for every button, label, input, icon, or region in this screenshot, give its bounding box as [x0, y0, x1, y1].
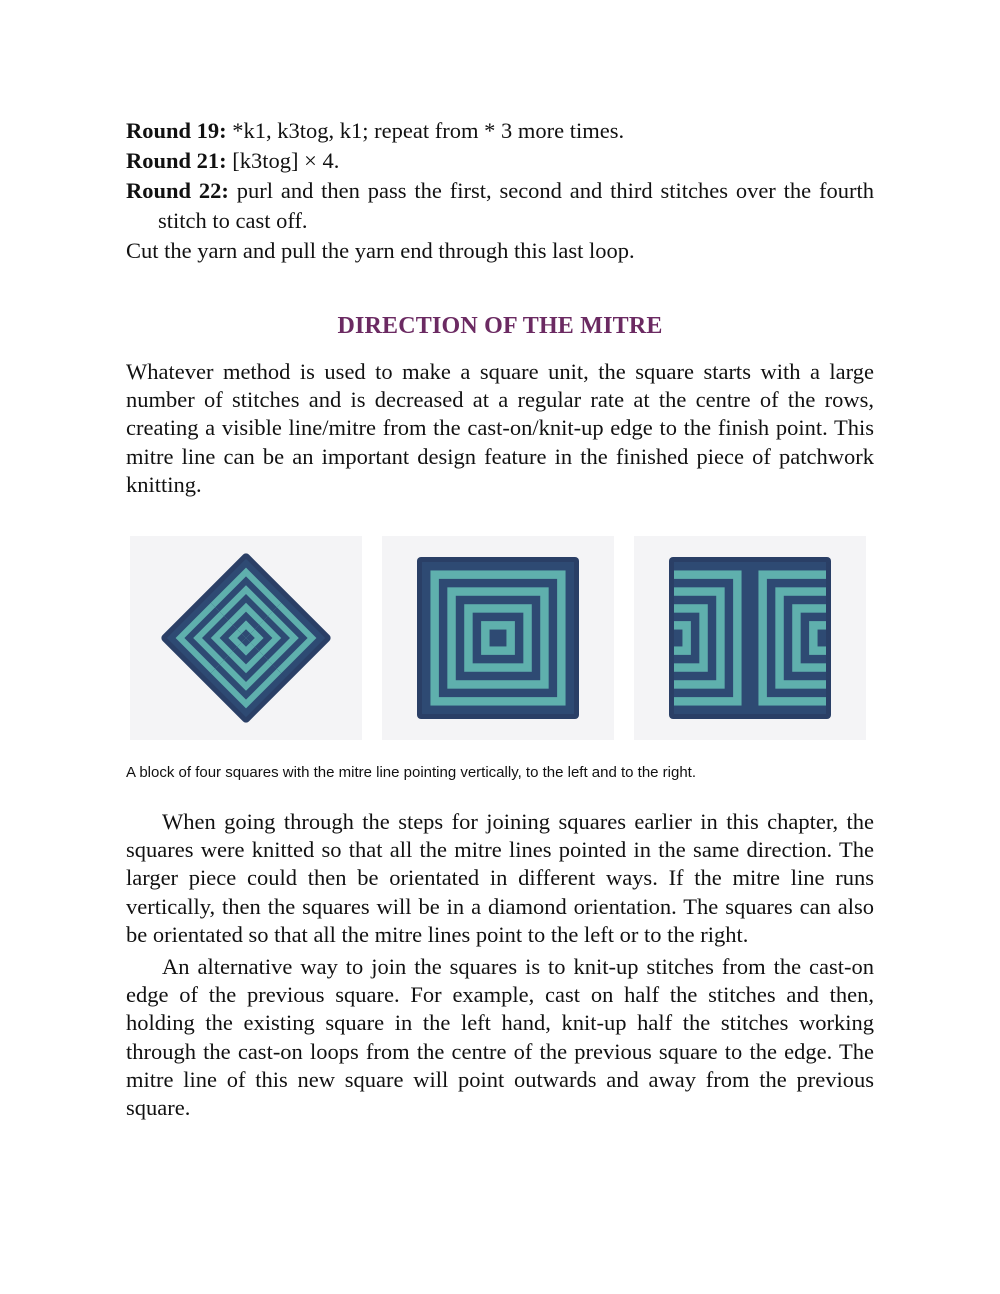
- instruction-round-21: [126, 146, 874, 176]
- instruction-text: *k1, k3tog, k1; repeat from * 3 more times.: [226, 118, 625, 143]
- lower-text-block: [126, 808, 874, 1122]
- instruction-text: purl and then pass the first, second and third stitches over the fourth stitch to cast off.: [158, 178, 874, 233]
- knitted-block-right-photo: [634, 536, 866, 740]
- instruction-round-22: [126, 176, 874, 236]
- figure-row: [130, 536, 866, 740]
- body-paragraph: When going through the steps for joining squares earlier in this chapter, the squares were knitted so that all the mitre lines pointed in the same direction. The larger piece could then be orientated in different ways. If the mitre line runs vertically, then the squares will be in a diamond orientation. The squares can also be orientated so that all the mitre lines point to the left or to the right.: [126, 809, 874, 947]
- section-heading: DIRECTION OF THE MITRE: [337, 313, 663, 339]
- instruction-label: Round 19:: [126, 118, 227, 143]
- figure-caption: A block of four squares with the mitre line pointing vertically, to the left and to the right.: [126, 764, 697, 781]
- body-paragraph: An alternative way to join the squares is to knit-up stitches from the cast-on edge of the previous square. For example, cast on half the stitches and then, holding the existing square in the left hand, knit-up half the stitches working through the cast-on loops from the centre of the previous square to the edge. The mitre line of this new square will point outwards and away from the previous square.: [126, 954, 874, 1121]
- knitted-block-left-photo: [382, 536, 614, 740]
- knitted-block-diamond-photo: [130, 536, 362, 740]
- instruction-label: Round 21:: [126, 148, 227, 173]
- instruction-round-19: [126, 116, 874, 146]
- top-text-block: [126, 116, 874, 499]
- instruction-tail: Cut the yarn and pull the yarn end through this last loop.: [126, 238, 635, 263]
- instruction-text: [k3tog] × 4.: [226, 148, 340, 173]
- intro-paragraph: Whatever method is used to make a square unit, the square starts with a large number of stitches and is decreased at a regular rate at the centre of the rows, creating a visible line/mitre from the cast-on/knit-up edge to the finish point. This mitre line can be an important design feature in the finished piece of patchwork knitting.: [126, 359, 874, 497]
- instruction-label: Round 22:: [126, 178, 229, 203]
